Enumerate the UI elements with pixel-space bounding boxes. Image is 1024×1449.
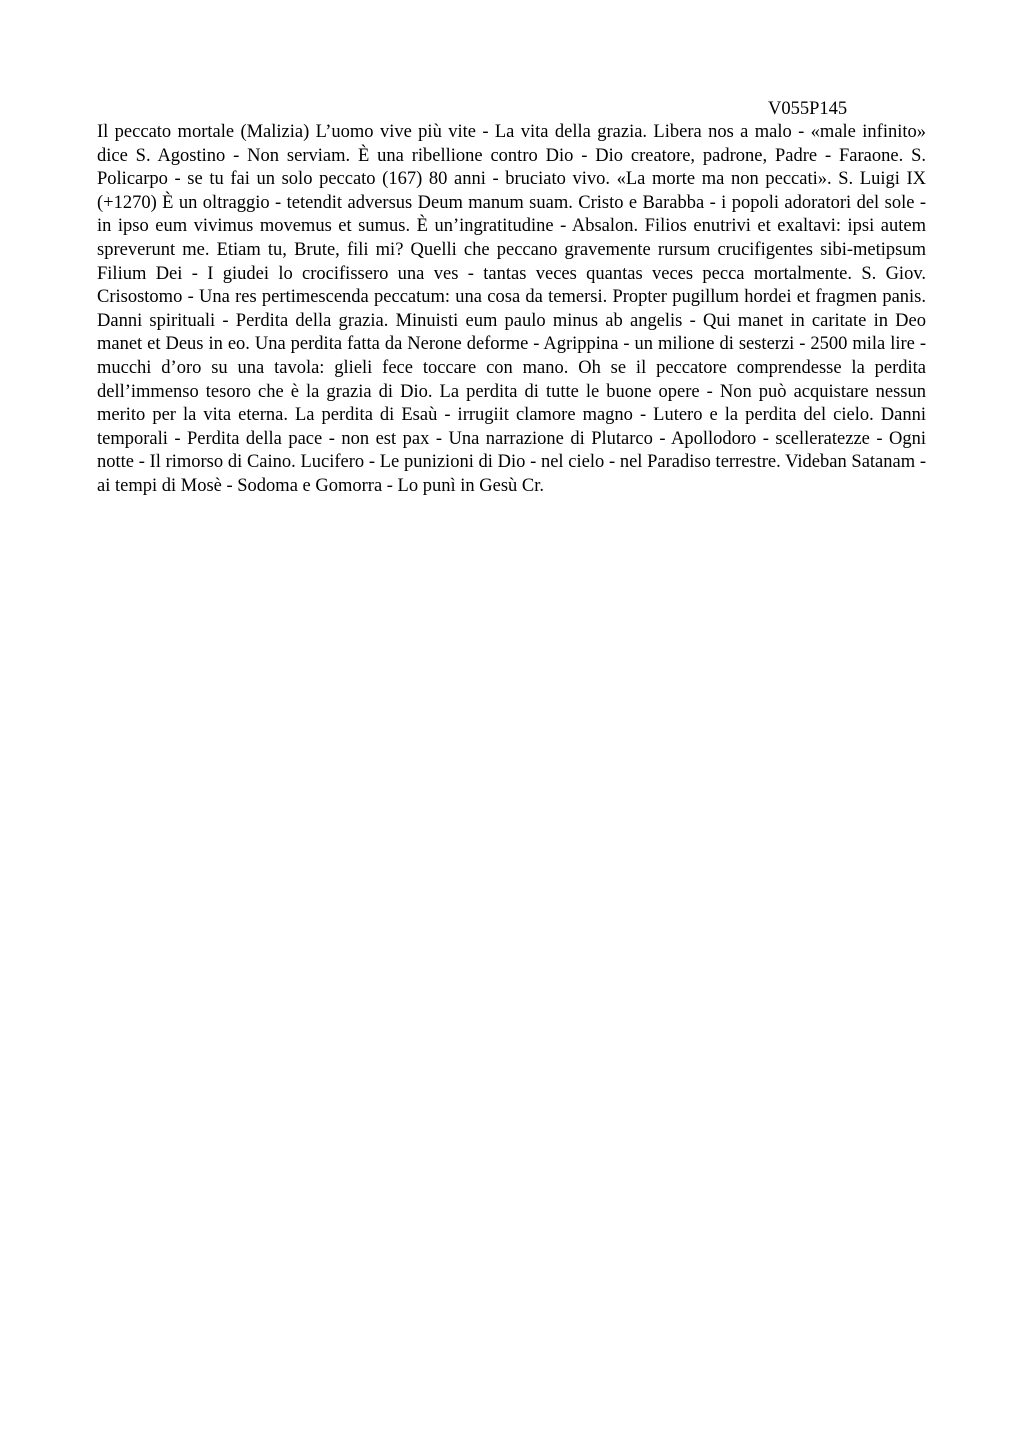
- page-code: V055P145: [768, 99, 848, 119]
- body-paragraph: Il peccato mortale (Malizia) L’uomo vive più vite - La vita della grazia. Libera nos a malo - «male infinito» dice S. Agostino - Non serviam. È una ribellione contro Dio - Dio creatore, padrone, Padre - Faraone. S. Policarpo - se tu fai un solo peccato (167) 80 anni - bruciato vivo. «La morte ma non peccati». S. Luigi IX (+1270) È un oltraggio - tetendit adversus Deum manum suam. Cristo e Barabba - i popoli adoratori del sole - in ipso eum vivimus movemus et sumus. È un’ingratitudine - Absalon. Filios enutrivi et exaltavi: ipsi autem spreverunt me. Etiam tu, Brute, fili mi? Quelli che peccano gravemente rursum crucifigentes sibi-metipsum Filium Dei - I giudei lo crocifissero una ves - tantas veces quantas veces pecca mortalmente. S. Giov. Crisostomo - Una res pertimescenda peccatum: una cosa da temersi. Propter pugillum hordei et fragmen panis. Danni spirituali - Perdita della grazia. Minuisti eum paulo minus ab angelis - Qui manet in caritate in Deo manet et Deus in eo. Una perdita fatta da Nerone deforme - Agrippina - un milione di sesterzi - 2500 mila lire - mucchi d’oro su una tavola: glieli fece toccare con mano. Oh se il peccatore comprendesse la perdita dell’immenso tesoro che è la grazia di Dio. La perdita di tutte le buone opere - Non può acquistare nessun merito per la vita eterna. La perdita di Esaù - irrugiit clamore magno - Lutero e la perdita del cielo. Danni temporali - Perdita della pace - non est pax - Una narrazione di Plutarco - Apollodoro - scelleratezze - Ogni notte - Il rimorso di Caino. Lucifero - Le punizioni di Dio - nel cielo - nel Paradiso terrestre. Videban Satanam - ai tempi di Mosè - Sodoma e Gomorra - Lo punì in Gesù Cr.: [97, 122, 926, 496]
